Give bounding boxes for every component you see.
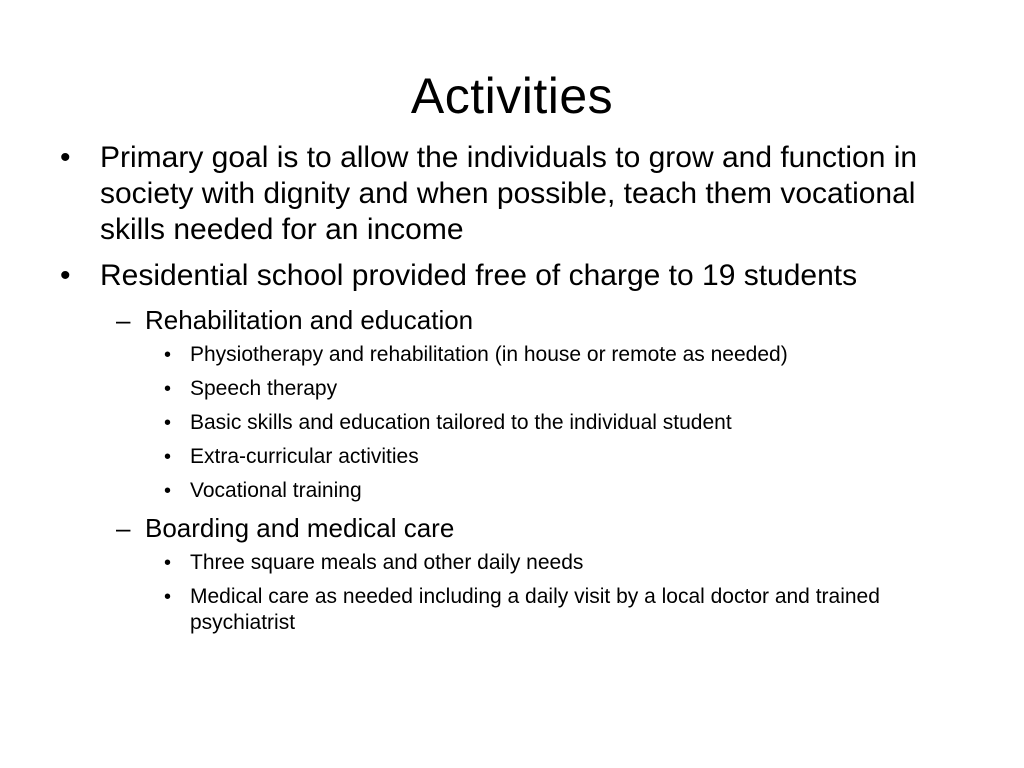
bullet-residential-school [56,258,976,294]
slide-title: Activities [410,68,614,124]
list-item [56,550,976,576]
list-item [56,342,976,368]
bullet-marker: • [164,552,172,574]
bullet-primary-goal [56,140,976,248]
subbullet-rehabilitation-education [56,304,976,336]
list-item [56,478,976,504]
bullet-marker: • [164,378,172,400]
subbullet-text: Rehabilitation and education [145,305,474,335]
bullet-marker: • [60,141,71,174]
subbullet-text: Boarding and medical care [145,513,455,543]
list-item-text: Extra-curricular activities [190,445,419,468]
bullet-marker: • [164,586,172,608]
bullet-marker: • [164,412,172,434]
bullet-text: Residential school provided free of charge to 19 students [100,259,858,292]
list-item [56,376,976,402]
list-item-text: Three square meals and other daily needs [190,551,584,574]
dash-marker: – [116,305,131,335]
bullet-text: Primary goal is to allow the individuals to grow and function in society with dignity and when possible, teach them vocational skills needed for an income [100,141,918,246]
list-item-text: Vocational training [190,479,362,502]
list-item [56,584,976,636]
list-item-text: Speech therapy [190,377,338,400]
bullet-marker: • [164,344,172,366]
subbullet-boarding-medical [56,512,976,544]
list-item [56,410,976,436]
list-item-text: Basic skills and education tailored to the individual student [190,411,732,434]
list-item-text: Physiotherapy and rehabilitation (in house or remote as needed) [190,343,788,366]
list-item [56,444,976,470]
slide-body [56,140,976,644]
bullet-marker: • [60,259,71,292]
dash-marker: – [116,513,131,543]
list-item-text: Medical care as needed including a daily visit by a local doctor and trained psychiatrist [190,585,880,634]
bullet-marker: • [164,480,172,502]
bullet-marker: • [164,446,172,468]
